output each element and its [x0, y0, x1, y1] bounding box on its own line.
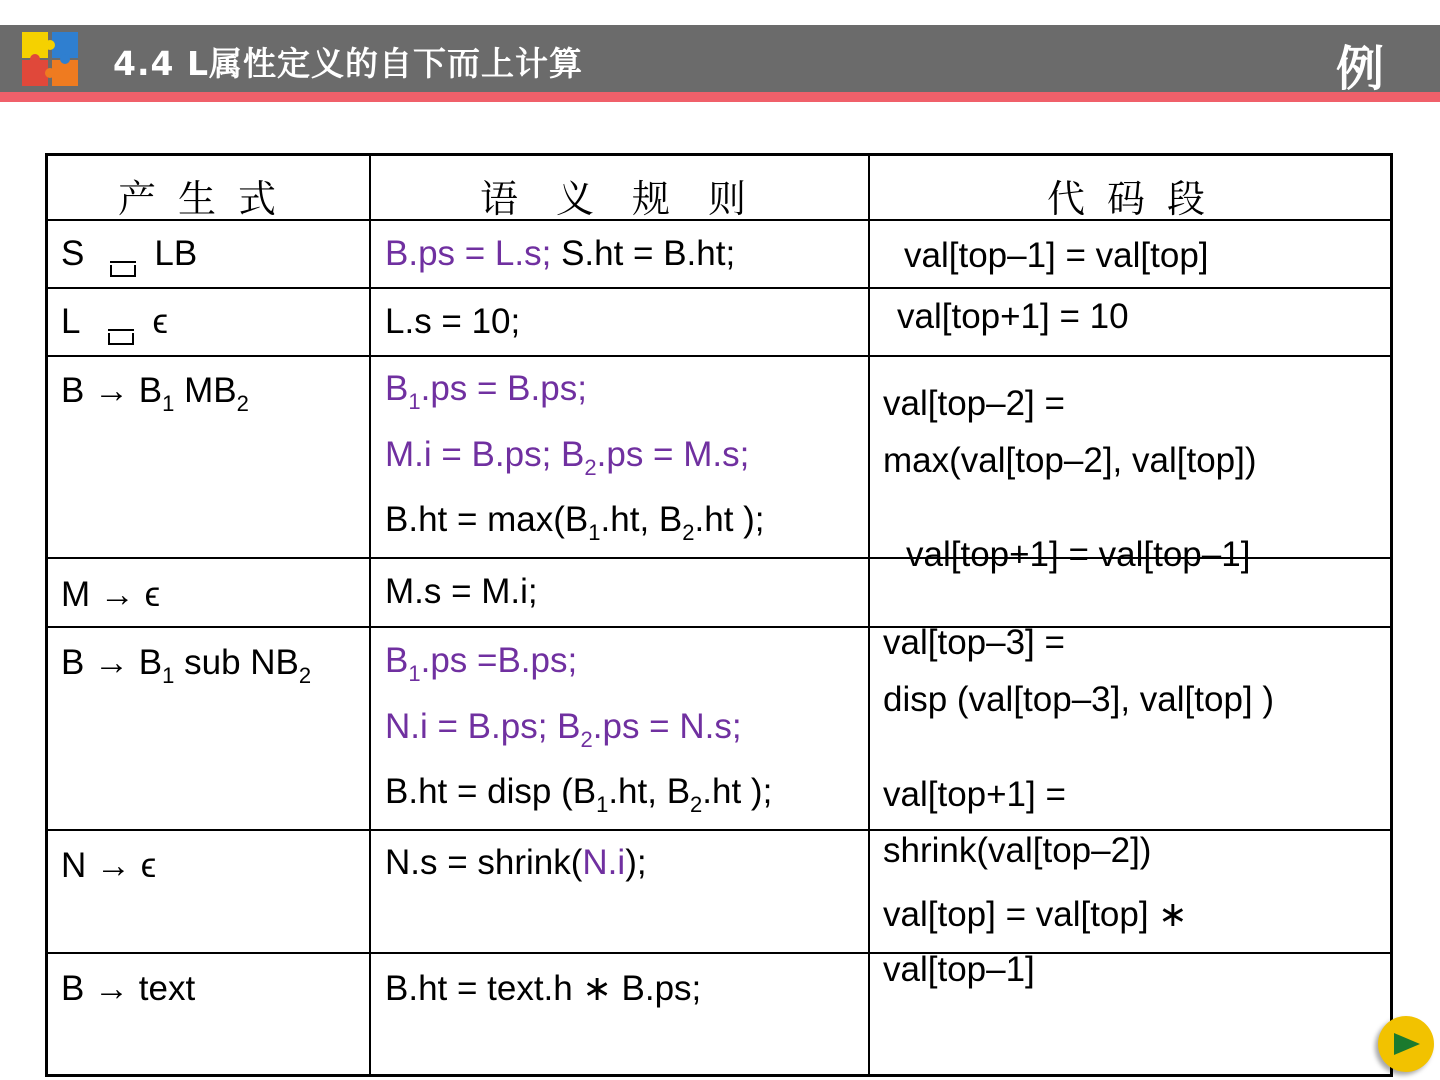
rule-line: B.ht = text.h ∗ B.ps;: [385, 969, 702, 1008]
box-glyph-icon: [110, 265, 136, 277]
header-production: 产生式: [118, 177, 299, 221]
box-glyph-icon: [108, 333, 134, 345]
code-line: val[top–1] = val[top]: [904, 236, 1209, 275]
rule-line: $B_1.ps =B.ps$;: [385, 641, 578, 686]
production-cell: $B \to B_1$ $MB_2$: [61, 371, 249, 416]
rule-line: $B.ht = \max(B_1.ht$, $B_2.ht$ );: [385, 500, 765, 545]
rule-black: S.ht = B.ht;: [551, 234, 736, 273]
rule-line: B.ht = disp ($B_1.ht$, $B_2.ht$ );: [385, 772, 773, 817]
rule-purple: B.ps = L.s;: [385, 234, 552, 273]
rule-line: N.i = B.ps; $B_2.ps = N.s$;: [385, 707, 742, 752]
production-cell: [61, 236, 197, 277]
puzzle-pieces-icon: [20, 30, 80, 88]
next-arrow-icon: [1394, 1033, 1420, 1055]
row-divider: [45, 829, 1393, 831]
title-stripe: [0, 92, 1440, 102]
production-cell: $B \to B_1$ sub $NB_2$: [61, 643, 312, 688]
slide-tag: 例: [1336, 41, 1385, 97]
row-divider: [45, 287, 1393, 289]
slide-title: 4.4 L属性定义的自下而上计算: [113, 44, 583, 83]
code-line: val[top+1] = 10: [897, 297, 1129, 336]
production-rhs: ϵ: [152, 302, 168, 341]
row-divider: [45, 626, 1393, 628]
production-cell: B → text: [61, 969, 196, 1008]
production-lhs: L: [61, 302, 81, 341]
production-cell: M → ϵ: [61, 575, 161, 614]
rule-line: L.s = 10;: [385, 302, 521, 341]
rule-line: M.s = M.i;: [385, 572, 538, 611]
code-line: val[top] = val[top] ∗: [883, 895, 1188, 934]
code-line: val[top+1] = val[top–1]: [906, 535, 1251, 574]
code-line: val[top+1] =: [883, 775, 1066, 814]
production-cell: N → ϵ: [61, 846, 157, 885]
code-line: disp (val[top–3], val[top] ): [883, 680, 1275, 719]
rule-line: $B_1.ps = B.ps$;: [385, 369, 587, 414]
rule-line: M.i = B.ps; $B_2.ps = M.s$;: [385, 435, 750, 480]
production-cell: [61, 304, 168, 345]
column-divider: [369, 153, 371, 1077]
code-line: val[top–3] =: [883, 623, 1065, 662]
production-lhs: S: [61, 234, 85, 273]
header-code-segment: 代码段: [1047, 177, 1228, 221]
rule-line: N.s = shrink(N.i);: [385, 843, 647, 882]
rule-line: [385, 236, 735, 271]
code-line: shrink(val[top–2]): [883, 831, 1152, 870]
production-rhs: LB: [154, 234, 198, 273]
column-divider: [868, 153, 870, 1077]
code-line: val[top–1]: [883, 950, 1035, 989]
row-divider: [45, 355, 1393, 357]
row-divider: [45, 952, 1393, 954]
header-semantic-rules: 语义规则: [480, 177, 785, 221]
attribute-table: [45, 153, 1393, 1077]
code-line: max(val[top–2], val[top]): [883, 441, 1257, 480]
next-slide-button[interactable]: [1378, 1016, 1434, 1072]
code-line: val[top–2] =: [883, 384, 1065, 423]
